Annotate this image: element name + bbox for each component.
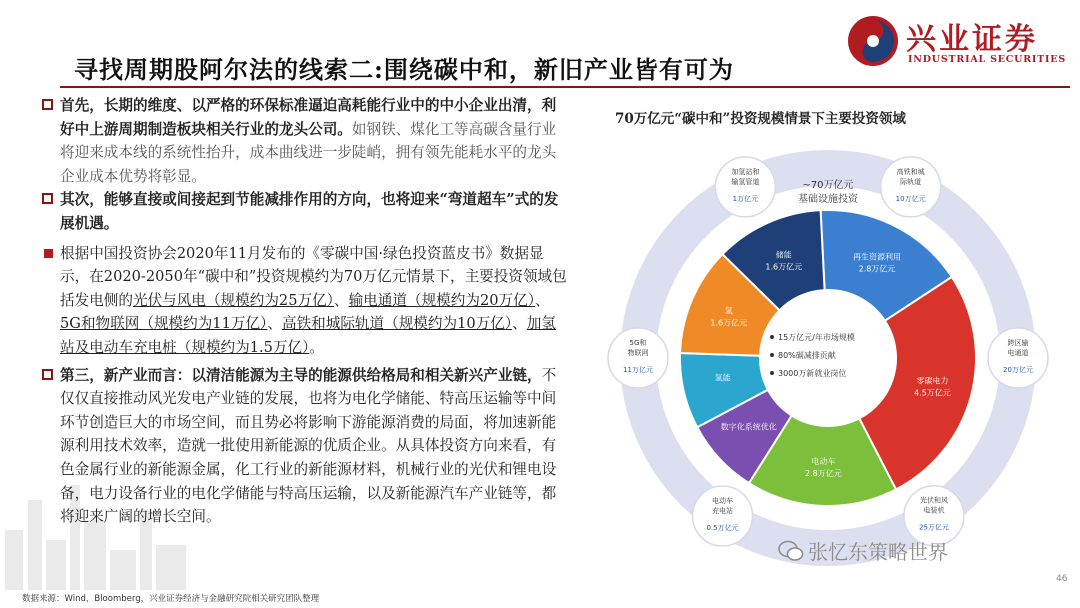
p1-bold: 首先，长期的维度、以严格的环保标准逼迫高耗能行业中的中小企业出清，利好中上游周期制造板块相关行业的龙头公司。 (60, 97, 557, 138)
ring-title-2: 基础设施投资 (798, 194, 858, 205)
outer-label-2: 电通道 (1007, 349, 1029, 357)
paragraph-1 (40, 94, 570, 188)
p3-transmission: 输电通道（规模约为20万亿） (348, 291, 535, 309)
center-line-2: 3000万新就业岗位 (778, 369, 847, 378)
p1-rest: 如钢铁、煤化工等高碳含量行业将迎来成本线的系统性抬升，成本曲线进一步陡峭，拥有领先能耗水平的龙头企业成本优势将彰显。 (60, 120, 557, 185)
outer-label-0: 输氢管道 (731, 177, 760, 186)
page-number: 46 (1056, 574, 1068, 584)
p3-hydrogen: 加氢站及电动车充电桩（规模约为1.5万亿） (60, 315, 556, 356)
outer-label-3: 电装机 (923, 506, 945, 515)
outer-label-1: 高铁和城 (896, 167, 925, 176)
center-bullet-0 (770, 335, 774, 339)
center-bullet-1 (770, 353, 774, 357)
p4-rest: 不仅仅直接推动风光发电产业链的发展，也将为电化学储能、特高压运输等中间环节创造巨大的市场空间，而且势必将影响下游能源消费的局面，将加速新能源利用技术效率，造就一批使用新能源的优质企业。从具体投资方向来看，有色金属行业的新能源金属，化工行业的新能源材料，机械行业的光伏和锂电设备，电力设备行业的电化学储能与特高压运输，以及新能源汽车产业链等，都将迎来广阔的增长空间。 (60, 366, 557, 526)
slice-value-5: 1.6万亿元 (710, 318, 748, 328)
p3-sep: 、 (512, 315, 527, 333)
slice-label-3: 数字化系统优化 (720, 422, 777, 432)
wechat-icon (778, 538, 804, 564)
paragraph-4 (40, 364, 570, 529)
chart-title: 70万亿元“碳中和”投资规模情景下主要投资领域 (615, 111, 906, 127)
watermark: 张忆东策略世界 (808, 540, 948, 564)
slice-label-6: 储能 (775, 250, 792, 260)
paragraph-3 (40, 242, 570, 360)
outer-label-4: 电动车 (712, 497, 734, 506)
p3-rail: 高铁和城际轨道（规模约为10万亿） (281, 315, 513, 333)
outer-label-5: 物联网 (627, 349, 649, 357)
center-bullet-2 (770, 371, 774, 375)
square-bullet-icon (42, 193, 53, 204)
outer-value-2: 20万亿元 (1003, 366, 1033, 374)
left-column (40, 94, 570, 529)
outer-label-4: 充电站 (712, 507, 734, 516)
center-line-1: 80%碳减排贡献 (778, 351, 836, 360)
logo-en: INDUSTRIAL SECURITIES (908, 54, 1066, 65)
slice-label-4: 氢能 (714, 373, 731, 383)
outer-label-2: 跨区输 (1007, 339, 1029, 347)
p3-intro: 根据中国投资协会2020年11月发布的《零碳中国·绿色投资蓝皮书》数据显示，在2020-2050年“碳中和”投资规模约为70万亿元情景下，主要投资领域包括发电侧的 (60, 244, 567, 309)
slice-value-2: 2.8万亿元 (804, 468, 842, 478)
square-bullet-icon (42, 369, 53, 380)
slice-label-1: 零碳电力 (916, 376, 949, 386)
outer-label-0: 加氢站和 (731, 167, 760, 176)
source-note: 数据来源：Wind，Bloomberg，兴业证券经济与金融研究院相关研究团队整理 (22, 594, 320, 604)
outer-node-0 (715, 157, 775, 217)
outer-label-5: 5G和 (629, 339, 647, 347)
outer-value-4: 0.5万亿元 (706, 524, 739, 533)
slice-value-0: 2.8万亿元 (858, 264, 896, 274)
outer-value-1: 10万亿元 (895, 194, 926, 203)
title-rule (60, 86, 1070, 88)
paragraph-2 (40, 188, 570, 235)
slice-label-2: 电动车 (811, 456, 836, 466)
logo-cn: 兴业证券 (906, 22, 1038, 57)
p3-sep: 、 (267, 315, 282, 333)
outer-node-2 (988, 328, 1048, 388)
slice-label-0: 再生资源利用 (852, 252, 901, 262)
slice-label-5: 氢 (724, 306, 733, 316)
outer-label-3: 光伏和风 (919, 496, 948, 505)
page-title: 寻找周期股阿尔法的线索二:围绕碳中和，新旧产业皆有可为 (74, 55, 734, 84)
p3-sep: 、 (535, 291, 550, 309)
ring-title-1: ~70万亿元 (802, 180, 854, 191)
p3-end: 。 (309, 338, 325, 356)
outer-value-5: 11万亿元 (623, 366, 653, 374)
p4-bold: 第三，新产业而言：以清洁能源为主导的能源供给格局和相关新兴产业链， (60, 366, 542, 384)
slice-value-6: 1.6万亿元 (765, 262, 803, 272)
logo-mark-icon (846, 14, 900, 68)
outer-label-1: 际轨道 (900, 177, 922, 186)
investment-ring-chart (596, 140, 1066, 580)
outer-value-3: 25万亿元 (918, 523, 949, 532)
brand-logo (846, 12, 1070, 72)
outer-node-5 (608, 328, 668, 388)
center-line-0: 15万亿元/年市场规模 (778, 333, 855, 342)
outer-node-4 (693, 486, 753, 546)
square-bullet-icon (42, 99, 53, 110)
slice-value-1: 4.5万亿元 (914, 388, 951, 398)
p3-solar-wind: 光伏与风电（规模约为25万亿） (132, 291, 334, 309)
p3-sep: 、 (333, 291, 349, 309)
p2-bold: 其次，能够直接或间接起到节能减排作用的方向，也将迎来“弯道超车”式的发展机遇。 (60, 191, 559, 232)
p3-5g: 5G和物联网（规模约为11万亿） (60, 315, 268, 333)
filled-square-bullet-icon (44, 249, 53, 258)
outer-value-0: 1万亿元 (732, 194, 759, 203)
outer-node-1 (881, 157, 941, 217)
